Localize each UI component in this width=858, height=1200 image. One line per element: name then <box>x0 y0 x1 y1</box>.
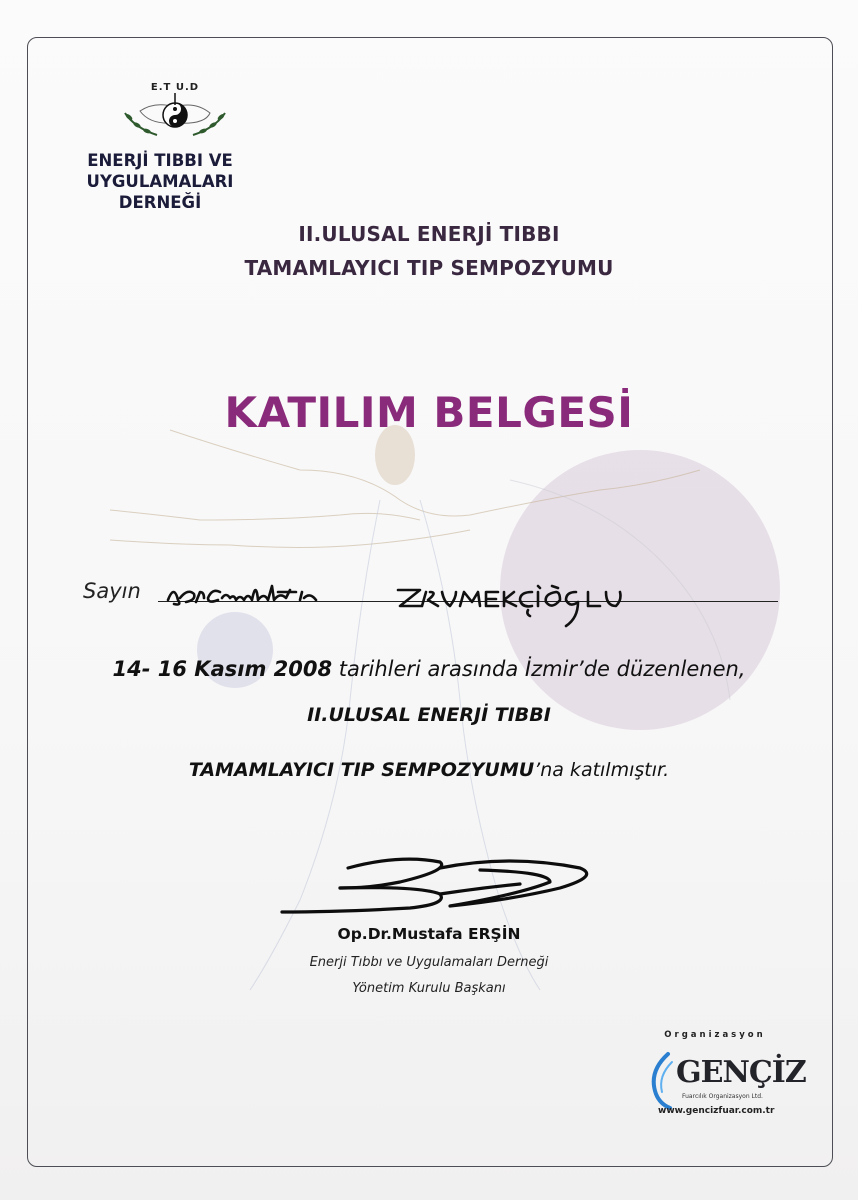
logo-abbreviation: E.T U.D <box>150 82 200 93</box>
organizer-logo <box>640 1030 806 1116</box>
signatory-name: Op.Dr.Mustafa ERŞİN <box>337 925 521 943</box>
association-name-line2: UYGULAMALARI <box>86 172 234 191</box>
body-line3 <box>0 759 858 781</box>
association-logo <box>95 82 255 147</box>
body-line1-text: tarihleri arasında İzmir’de düzenlenen, <box>332 657 746 681</box>
certificate-title: KATILIM BELGESİ <box>224 388 634 437</box>
body-line2: II.ULUSAL ENERJİ TIBBI <box>307 704 551 726</box>
organizer-swoosh-icon <box>646 1050 676 1110</box>
symposium-title-line1: II.ULUSAL ENERJİ TIBBI <box>298 222 560 246</box>
signatory-role: Yönetim Kurulu Başkanı <box>352 981 506 996</box>
organizer-label: Organizasyon <box>664 1030 766 1040</box>
signature-handwritten <box>280 848 600 928</box>
event-dates: 14- 16 Kasım 2008 <box>112 657 333 681</box>
recipient-handwritten-name <box>160 570 630 632</box>
symposium-title-line2: TAMAMLAYICI TIP SEMPOZYUMU <box>244 256 614 280</box>
organizer-subtitle: Fuarcılık Organizasyon Ltd. <box>682 1093 763 1100</box>
signatory-organization: Enerji Tıbbı ve Uygulamaları Derneği <box>309 955 549 970</box>
body-line3-bold: TAMAMLAYICI TIP SEMPOZYUMU <box>188 759 535 781</box>
organizer-website: www.gencizfuar.com.tr <box>658 1106 775 1116</box>
body-line1 <box>0 657 858 681</box>
organizer-name: GENÇİZ <box>676 1055 806 1090</box>
association-name <box>74 150 246 213</box>
association-name-line1: ENERJİ TIBBI VE <box>87 151 233 170</box>
association-name-line3: DERNEĞİ <box>118 193 202 212</box>
recipient-prefix: Sayın <box>83 579 141 603</box>
yin-yang-wreath-icon <box>95 93 255 143</box>
body-line3-text: ’na katılmıştır. <box>534 759 670 781</box>
